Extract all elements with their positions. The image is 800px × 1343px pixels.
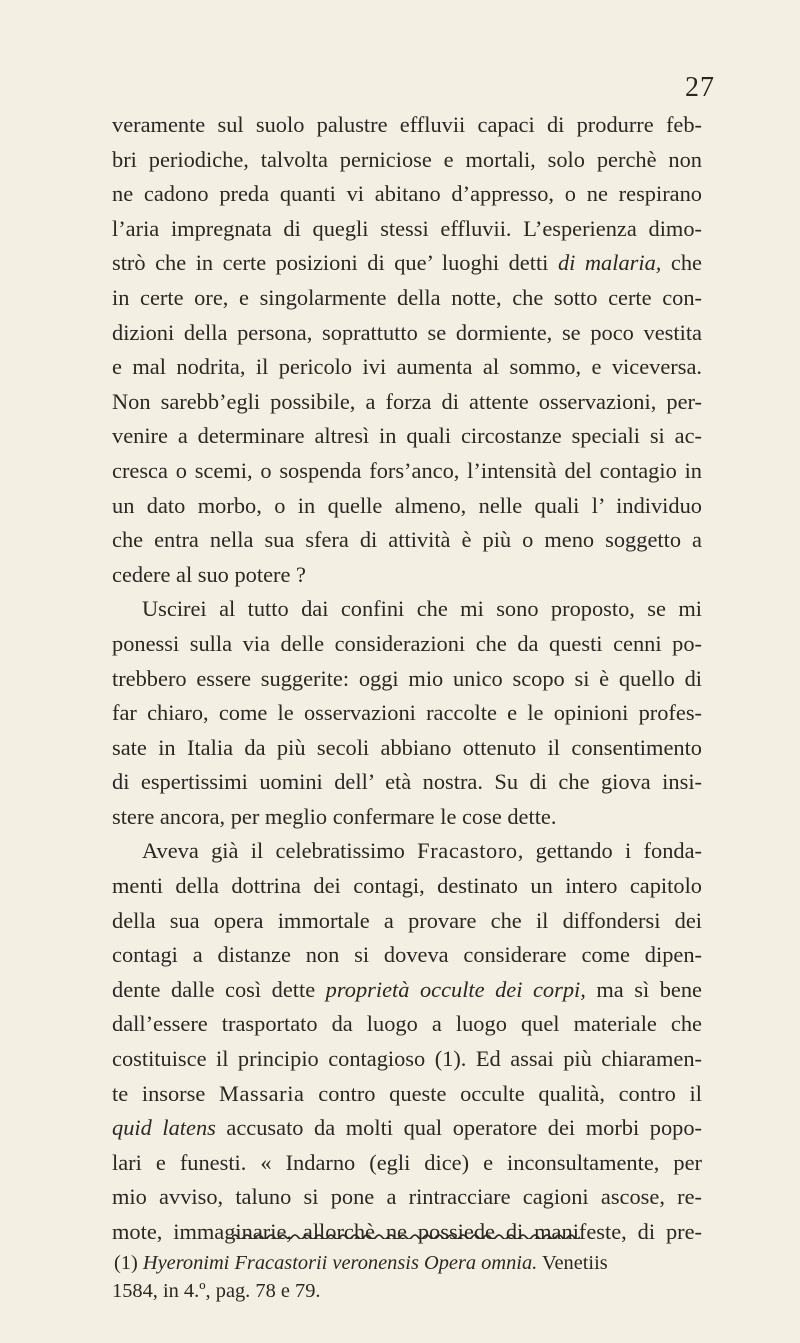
text-line: bri periodiche, talvolta perniciose e mortali, solo perchè non [112,146,702,172]
text-line: dizioni della persona, soprattutto se dormiente, se poco vestita [112,319,702,345]
text-line: costituisce il principio contagioso (1). Ed assai più chiaramen- [112,1046,702,1072]
text-run: contro queste occulte qualità, contro il [318,1080,702,1106]
text-line: della sua opera immortale a provare che il diffondersi dei [112,907,702,933]
text-line: far chiaro, come le osservazioni raccolte e le opinioni profes- [112,700,702,726]
text-line: che entra nella sua sfera di attività è più o meno soggetto a [112,527,702,553]
text-line [112,973,702,1008]
text-line: trebbero essere suggerite: oggi mio unico scopo si è quello di [112,665,702,691]
text-line: un dato morbo, o in quelle almeno, nelle quali l’ individuo [112,492,702,518]
text-line: dall’essere trasportato da luogo a luogo quel materiale che [112,1011,702,1037]
text-line: di espertissimi uomini dell’ età nostra. Su di che giova insi- [112,769,702,795]
text-line: Non sarebb’egli possibile, a forza di attente osservazioni, per- [112,388,702,414]
text-run: dente dalle così dette [112,976,316,1002]
text-line: mio avviso, taluno si pone a rintracciare cagioni ascose, re- [112,1184,702,1210]
text-run: Aveva già il celebratissimo [142,838,405,864]
text-line: l’aria impregnata di quegli stessi effluvii. L’esperienza dimo- [112,215,702,241]
italic-term: quid latens [112,1115,216,1141]
text-run: te insorse [112,1080,206,1106]
text-run: , gettando i fonda- [517,838,702,864]
footnote-title: Hyeronimi Fracastorii veronensis Opera omnia. [142,1252,538,1274]
text-line: in certe ore, e singolarmente della notte, che sotto certe con- [112,284,702,310]
text-line: mote, immaginarie, allorchè ne possiede di manifeste, di pre- [112,1219,702,1244]
footnote-place: Venetiis [542,1252,608,1274]
text-line: venire a determinare altresì in quali circostanze speciali si ac- [112,423,702,449]
text-line: cedere al suo potere ? [112,561,306,587]
text-line [112,1077,702,1112]
text-run: accusato da molti qual operatore dei morbi popo- [226,1115,702,1141]
text-run: ma sì bene [596,976,702,1002]
text-line [112,1111,702,1146]
text-line [112,834,702,869]
wavy-rule-icon [232,1232,580,1239]
text-line: contagi a distanze non si doveva considerare come dipen- [112,942,702,968]
text-line: veramente sul suolo palustre effluvii capaci di produrre feb- [112,112,702,137]
text-line: ponessi sulla via delle considerazioni che da questi cenni po- [112,630,702,656]
text-line: lari e funesti. « Indarno (egli dice) e inconsultamente, per [112,1149,702,1175]
italic-term: di malaria, [557,250,662,276]
page-number: 27 [685,72,715,103]
footnote-line [112,1249,702,1277]
text-line: Uscirei al tutto dai confini che mi sono proposto, se mi [142,596,702,622]
text-line: stere ancora, per meglio confermare le cose dette. [112,803,557,829]
text-run: che [670,250,702,276]
spaced-name: Massaria [218,1080,305,1106]
text-line [112,246,702,281]
text-run: strò che in certe posizioni di que’ luoghi detti [112,250,549,276]
footnote-marker: (1) [114,1252,138,1274]
text-line: e mal nodrita, il pericolo ivi aumenta al sommo, e viceversa. [112,354,702,380]
main-text [112,108,702,1250]
text-line: sate in Italia da più secoli abbiano ottenuto il consentimento [112,734,702,760]
text-line: ne cadono preda quanti vi abitano d’appresso, o ne respirano [112,181,702,207]
italic-term: proprietà occulte dei corpi, [325,976,586,1002]
footnote-line: 1584, in 4.º, pag. 78 e 79. [112,1280,321,1302]
spaced-name: Fracastoro [417,838,518,864]
footnote-separator [232,1229,580,1239]
text-line: menti della dottrina dei contagi, destinato un intero capitolo [112,873,702,899]
text-line: cresca o scemi, o sospenda fors’anco, l’intensità del contagio in [112,457,702,483]
footnote [112,1249,702,1305]
